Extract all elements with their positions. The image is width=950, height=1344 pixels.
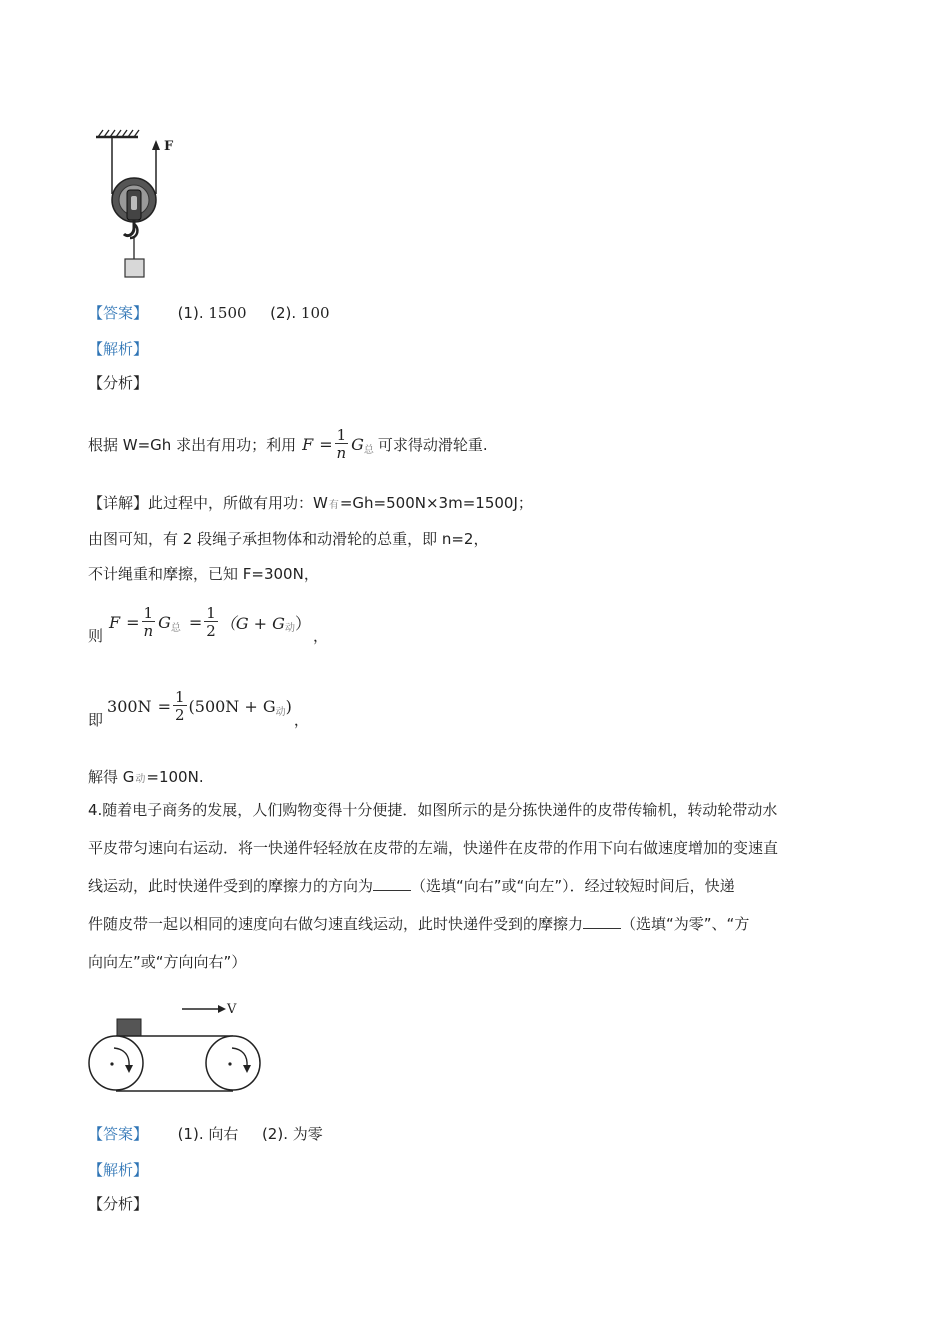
answer-tag: 【答案】: [88, 304, 149, 322]
math-G: G: [351, 434, 364, 454]
analysis-tag-4: 【分析】: [88, 1195, 149, 1213]
answer-1: [88, 302, 330, 323]
fraction-1-over-2: $\frac{1}{2}$: [206, 603, 216, 640]
answer-part1-value: 1500: [208, 304, 247, 322]
fraction-1-over-2: $\frac{1}{2}$: [174, 687, 185, 724]
analysis-prefix: 根据 W=Gh 求出有用功；利用: [88, 435, 297, 454]
explain-tag-4: 【解析】: [88, 1161, 149, 1179]
pulley-diagram: [92, 128, 192, 283]
answer-part2-value: 100: [300, 304, 330, 322]
conveyor-belt-diagram: [84, 995, 269, 1095]
explain-tag-1: 【解析】: [88, 340, 149, 358]
question-4: [88, 791, 860, 981]
analysis-tag-1: 【分析】: [88, 374, 149, 392]
answer-blank-1[interactable]: [373, 876, 411, 891]
math-G-sub: 总: [363, 445, 374, 456]
question-4-line-2: 平皮带匀速向右运动．将一快递件轻轻放在皮带的左端，快递件在皮带的作用下向右做速度增加的变速直: [88, 839, 779, 857]
detail-equation-2: 即 300N = $\frac{1}{2}$ (500N + G 动 ) ，: [88, 687, 309, 729]
analysis-suffix: 可求得动滑轮重.: [377, 435, 488, 454]
detail-line-1: 【详解】此过程中，所做有用功：W有=Gh=500N×3m=1500J；: [88, 494, 533, 512]
answer-part2-value: 为零: [292, 1125, 323, 1143]
detail-equation-1: 则 F = $\frac{1}{n}$ G 总 = $\frac{1}{2}$ （G + G 动 ） ，: [88, 603, 328, 645]
answer-tag: 【答案】: [88, 1125, 149, 1143]
answer-blank-2[interactable]: [583, 914, 621, 929]
force-label: F: [164, 139, 174, 154]
answer-part1-label: (1).: [177, 1125, 204, 1143]
answer-4: [88, 1123, 323, 1144]
answer-part2-label: (2).: [261, 1125, 288, 1143]
velocity-label: V: [227, 1002, 237, 1017]
math-F: F: [302, 434, 314, 454]
detail-result: 解得 G动=100N.: [88, 768, 204, 786]
math-eq: =: [319, 434, 333, 454]
question-4-line-5: 向向左”或“方向向右”）: [88, 953, 247, 971]
fraction-1-over-n: $\frac{1}{n}$: [336, 425, 347, 462]
question-4-line-3: 线运动，此时快递件受到的摩擦力的方向为 （选填“向右”或“向左”）．经过较短时间后，快递: [88, 877, 735, 895]
detail-line-3: 不计绳重和摩擦，已知 F=300N，: [88, 565, 319, 583]
detail-tag: 【详解】: [88, 494, 149, 512]
fraction-1-over-n: $\frac{1}{n}$: [143, 603, 154, 640]
question-4-line-1: 4.随着电子商务的发展，人们购物变得十分便捷．如图所示的是分拣快递件的皮带传输机，转动轮带动水: [88, 801, 778, 819]
detail-line-2: 由图可知，有 2 段绳子承担物体和动滑轮的总重，即 n=2，: [88, 530, 489, 548]
answer-part1-label: (1).: [177, 304, 204, 322]
answer-part2-label: (2).: [270, 304, 297, 322]
analysis-text-1: [88, 420, 488, 468]
answer-part1-value: 向右: [208, 1125, 239, 1143]
question-4-line-4: 件随皮带一起以相同的速度向右做匀速直线运动，此时快递件受到的摩擦力 （选填“为零”、“方: [88, 915, 750, 933]
